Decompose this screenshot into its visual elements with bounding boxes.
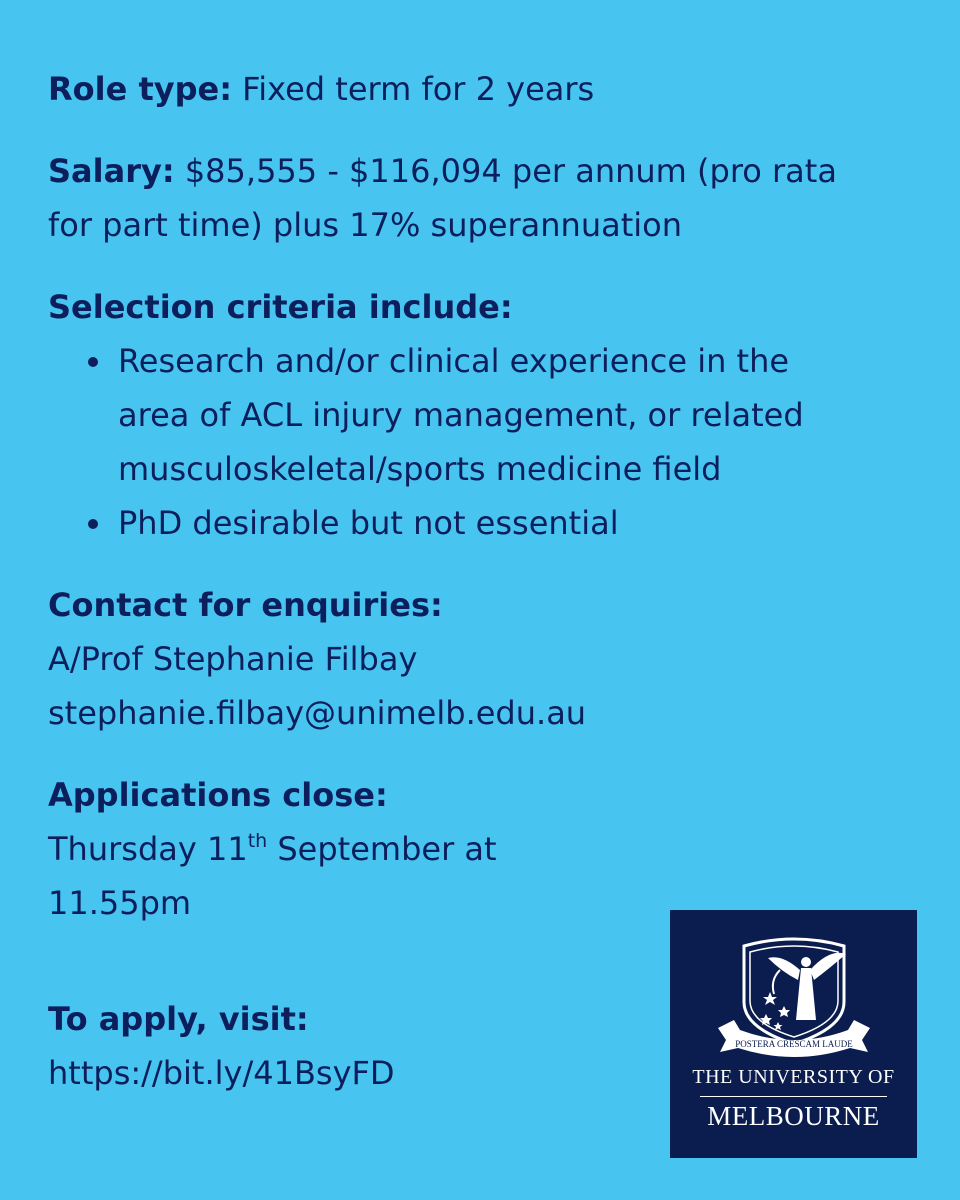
logo-line-1: THE UNIVERSITY OF bbox=[692, 1066, 895, 1088]
salary bbox=[48, 144, 868, 252]
criteria-list bbox=[48, 334, 868, 550]
crest-icon bbox=[670, 910, 917, 1060]
list-item bbox=[88, 334, 868, 496]
role-type-value: Fixed term for 2 years bbox=[232, 70, 595, 108]
logo-line-2: MELBOURNE bbox=[707, 1101, 880, 1131]
closing-day: Thursday 11 bbox=[48, 830, 248, 868]
list-item bbox=[88, 496, 868, 550]
contact-section bbox=[48, 578, 868, 740]
wing-icon bbox=[810, 953, 846, 980]
closing-date bbox=[48, 822, 868, 876]
closing-month: September at bbox=[267, 830, 497, 868]
applications-heading: Applications close: bbox=[48, 776, 388, 814]
logo-divider bbox=[700, 1096, 887, 1097]
motto-text: POSTERA CRESCAM LAUDE bbox=[735, 1039, 853, 1049]
bullet-icon bbox=[88, 519, 98, 529]
role-type bbox=[48, 62, 868, 116]
criteria-item-text: Research and/or clinical experience in the area of ACL injury management, or related musculoskeletal/sports medicine field bbox=[118, 342, 804, 488]
apply-link[interactable]: https://bit.ly/41BsyFD bbox=[48, 1054, 395, 1092]
apply-heading: To apply, visit: bbox=[48, 1000, 309, 1038]
selection-criteria bbox=[48, 280, 868, 550]
university-logo bbox=[670, 910, 917, 1158]
criteria-heading: Selection criteria include: bbox=[48, 288, 513, 326]
contact-name: A/Prof Stephanie Filbay bbox=[48, 640, 418, 678]
salary-label: Salary: bbox=[48, 152, 175, 190]
contact-email[interactable]: stephanie.filbay@unimelb.edu.au bbox=[48, 694, 587, 732]
bullet-icon bbox=[88, 357, 98, 367]
contact-heading: Contact for enquiries: bbox=[48, 586, 443, 624]
ordinal-suffix: th bbox=[247, 830, 268, 852]
salary-value: $85,555 - $116,094 per annum (pro rata for part time) plus 17% superannuation bbox=[48, 152, 837, 244]
role-type-label: Role type: bbox=[48, 70, 232, 108]
shield-outline-icon bbox=[744, 939, 844, 1044]
applications-section bbox=[48, 768, 868, 930]
criteria-item-text: PhD desirable but not essential bbox=[118, 504, 619, 542]
closing-time: 11.55pm bbox=[48, 884, 192, 922]
